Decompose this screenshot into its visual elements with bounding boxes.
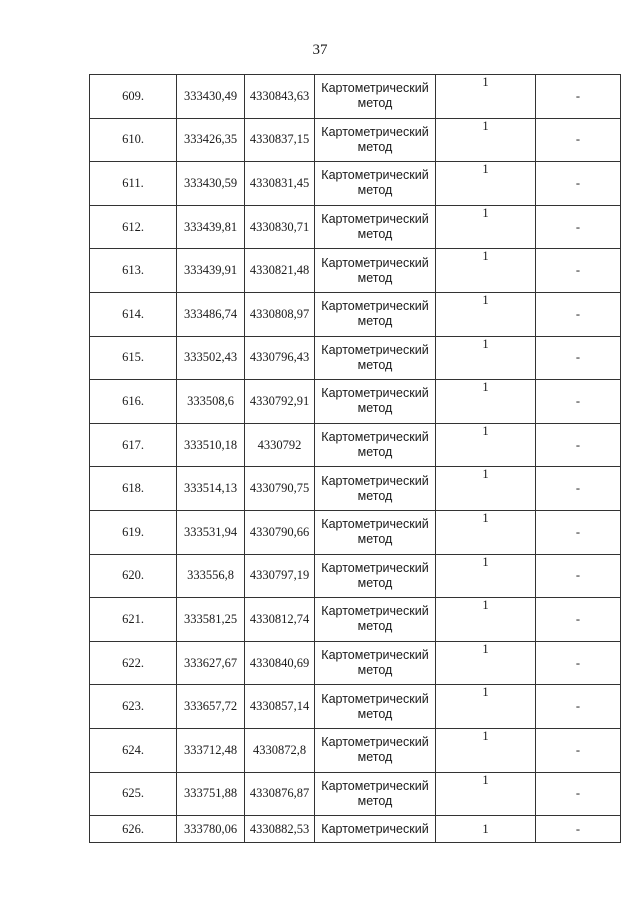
accuracy-cell: 1 (436, 423, 536, 467)
method-cell (315, 510, 436, 554)
method-line-2: метод (357, 96, 393, 111)
method-line-2: метод (357, 183, 393, 198)
point-number-cell: 621. (90, 598, 177, 642)
point-number-cell: 615. (90, 336, 177, 380)
accuracy-cell: 1 (436, 728, 536, 772)
y-coordinate-cell: 4330812,74 (245, 598, 315, 642)
table-row (90, 554, 621, 598)
method-line-1: Картометрический (321, 81, 429, 96)
note-cell: - (536, 336, 621, 380)
table-row (90, 292, 621, 336)
method-cell (315, 728, 436, 772)
table-row (90, 423, 621, 467)
y-coordinate-cell: 4330821,48 (245, 249, 315, 293)
method-line-2: метод (357, 357, 393, 372)
method-line-2: метод (357, 401, 393, 416)
method-line-2: метод (357, 663, 393, 678)
method-cell (315, 118, 436, 162)
y-coordinate-cell: 4330876,87 (245, 772, 315, 816)
x-coordinate-cell: 333426,35 (177, 118, 245, 162)
y-coordinate-cell: 4330882,53 (245, 816, 315, 843)
y-coordinate-cell: 4330797,19 (245, 554, 315, 598)
method-line-2: метод (357, 575, 393, 590)
method-cell (315, 336, 436, 380)
table-row (90, 772, 621, 816)
x-coordinate-cell: 333430,59 (177, 162, 245, 206)
table-row (90, 728, 621, 772)
note-cell: - (536, 598, 621, 642)
note-cell: - (536, 816, 621, 843)
x-coordinate-cell: 333712,48 (177, 728, 245, 772)
x-coordinate-cell: 333780,06 (177, 816, 245, 843)
point-number-cell: 609. (90, 75, 177, 119)
accuracy-cell: 1 (436, 118, 536, 162)
x-coordinate-cell: 333439,81 (177, 205, 245, 249)
note-cell: - (536, 118, 621, 162)
method-line-1: Картометрический (321, 212, 429, 227)
table-row (90, 336, 621, 380)
method-line-2: метод (357, 532, 393, 547)
method-line-2: метод (357, 445, 393, 460)
point-number-cell: 610. (90, 118, 177, 162)
method-line-1: Картометрический (321, 517, 429, 532)
method-line-2: метод (357, 793, 393, 808)
accuracy-cell: 1 (436, 75, 536, 119)
x-coordinate-cell: 333514,13 (177, 467, 245, 511)
method-line-2: метод (357, 270, 393, 285)
accuracy-cell: 1 (436, 641, 536, 685)
method-cell (315, 423, 436, 467)
table-row (90, 685, 621, 729)
method-line-1: Картометрический (321, 735, 429, 750)
coordinates-table (89, 74, 621, 843)
y-coordinate-cell: 4330831,45 (245, 162, 315, 206)
method-cell (315, 249, 436, 293)
method-line-1: Картометрический (321, 691, 429, 706)
table-row (90, 816, 621, 843)
accuracy-cell: 1 (436, 510, 536, 554)
x-coordinate-cell: 333556,8 (177, 554, 245, 598)
point-number-cell: 624. (90, 728, 177, 772)
point-number-cell: 619. (90, 510, 177, 554)
point-number-cell: 623. (90, 685, 177, 729)
accuracy-cell: 1 (436, 380, 536, 424)
point-number-cell: 625. (90, 772, 177, 816)
table-row (90, 249, 621, 293)
method-line-2: метод (357, 488, 393, 503)
accuracy-cell: 1 (436, 816, 536, 843)
y-coordinate-cell: 4330857,14 (245, 685, 315, 729)
method-line-2: метод (357, 139, 393, 154)
y-coordinate-cell: 4330837,15 (245, 118, 315, 162)
method-line-2: метод (357, 619, 393, 634)
method-line-2: метод (357, 750, 393, 765)
method-line-1: Картометрический (321, 255, 429, 270)
accuracy-cell: 1 (436, 336, 536, 380)
note-cell: - (536, 554, 621, 598)
note-cell: - (536, 423, 621, 467)
method-cell (315, 292, 436, 336)
x-coordinate-cell: 333502,43 (177, 336, 245, 380)
accuracy-cell: 1 (436, 685, 536, 729)
accuracy-cell: 1 (436, 772, 536, 816)
method-cell (315, 467, 436, 511)
method-cell (315, 75, 436, 119)
x-coordinate-cell: 333657,72 (177, 685, 245, 729)
table-row (90, 380, 621, 424)
table-row (90, 162, 621, 206)
x-coordinate-cell: 333531,94 (177, 510, 245, 554)
method-line-2: метод (357, 314, 393, 329)
note-cell: - (536, 772, 621, 816)
x-coordinate-cell: 333510,18 (177, 423, 245, 467)
method-cell (315, 641, 436, 685)
y-coordinate-cell: 4330830,71 (245, 205, 315, 249)
table-row (90, 467, 621, 511)
method-line-1: Картометрический (321, 299, 429, 314)
method-cell (315, 685, 436, 729)
method-line-1: Картометрический (321, 604, 429, 619)
accuracy-cell: 1 (436, 162, 536, 206)
method-cell (315, 816, 436, 843)
method-line-1: Картометрический (321, 821, 429, 836)
accuracy-cell: 1 (436, 467, 536, 511)
y-coordinate-cell: 4330840,69 (245, 641, 315, 685)
table-row (90, 205, 621, 249)
method-line-1: Картометрический (321, 386, 429, 401)
method-line-2: метод (357, 706, 393, 721)
point-number-cell: 617. (90, 423, 177, 467)
table-row (90, 641, 621, 685)
y-coordinate-cell: 4330790,66 (245, 510, 315, 554)
method-line-2: метод (357, 227, 393, 242)
method-line-1: Картометрический (321, 124, 429, 139)
note-cell: - (536, 728, 621, 772)
x-coordinate-cell: 333439,91 (177, 249, 245, 293)
method-line-1: Картометрический (321, 778, 429, 793)
y-coordinate-cell: 4330790,75 (245, 467, 315, 511)
x-coordinate-cell: 333508,6 (177, 380, 245, 424)
note-cell: - (536, 162, 621, 206)
y-coordinate-cell: 4330796,43 (245, 336, 315, 380)
point-number-cell: 616. (90, 380, 177, 424)
accuracy-cell: 1 (436, 249, 536, 293)
accuracy-cell: 1 (436, 292, 536, 336)
note-cell: - (536, 510, 621, 554)
point-number-cell: 614. (90, 292, 177, 336)
method-line-1: Картометрический (321, 560, 429, 575)
point-number-cell: 626. (90, 816, 177, 843)
x-coordinate-cell: 333581,25 (177, 598, 245, 642)
page-number: 37 (312, 42, 328, 58)
method-cell (315, 205, 436, 249)
point-number-cell: 622. (90, 641, 177, 685)
note-cell: - (536, 685, 621, 729)
note-cell: - (536, 249, 621, 293)
y-coordinate-cell: 4330808,97 (245, 292, 315, 336)
method-cell (315, 162, 436, 206)
method-line-1: Картометрический (321, 430, 429, 445)
point-number-cell: 613. (90, 249, 177, 293)
table-row (90, 118, 621, 162)
y-coordinate-cell: 4330843,63 (245, 75, 315, 119)
method-cell (315, 772, 436, 816)
method-cell (315, 554, 436, 598)
point-number-cell: 618. (90, 467, 177, 511)
method-cell (315, 598, 436, 642)
method-line-1: Картометрический (321, 473, 429, 488)
accuracy-cell: 1 (436, 598, 536, 642)
note-cell: - (536, 205, 621, 249)
table-row (90, 598, 621, 642)
accuracy-cell: 1 (436, 205, 536, 249)
point-number-cell: 611. (90, 162, 177, 206)
note-cell: - (536, 467, 621, 511)
table-body (90, 75, 621, 843)
method-line-1: Картометрический (321, 168, 429, 183)
point-number-cell: 620. (90, 554, 177, 598)
x-coordinate-cell: 333430,49 (177, 75, 245, 119)
note-cell: - (536, 641, 621, 685)
accuracy-cell: 1 (436, 554, 536, 598)
note-cell: - (536, 75, 621, 119)
x-coordinate-cell: 333627,67 (177, 641, 245, 685)
table-row (90, 75, 621, 119)
point-number-cell: 612. (90, 205, 177, 249)
table-row (90, 510, 621, 554)
x-coordinate-cell: 333751,88 (177, 772, 245, 816)
method-line-1: Картометрический (321, 342, 429, 357)
y-coordinate-cell: 4330792 (245, 423, 315, 467)
y-coordinate-cell: 4330792,91 (245, 380, 315, 424)
y-coordinate-cell: 4330872,8 (245, 728, 315, 772)
note-cell: - (536, 292, 621, 336)
method-cell (315, 380, 436, 424)
x-coordinate-cell: 333486,74 (177, 292, 245, 336)
note-cell: - (536, 380, 621, 424)
method-line-1: Картометрический (321, 648, 429, 663)
